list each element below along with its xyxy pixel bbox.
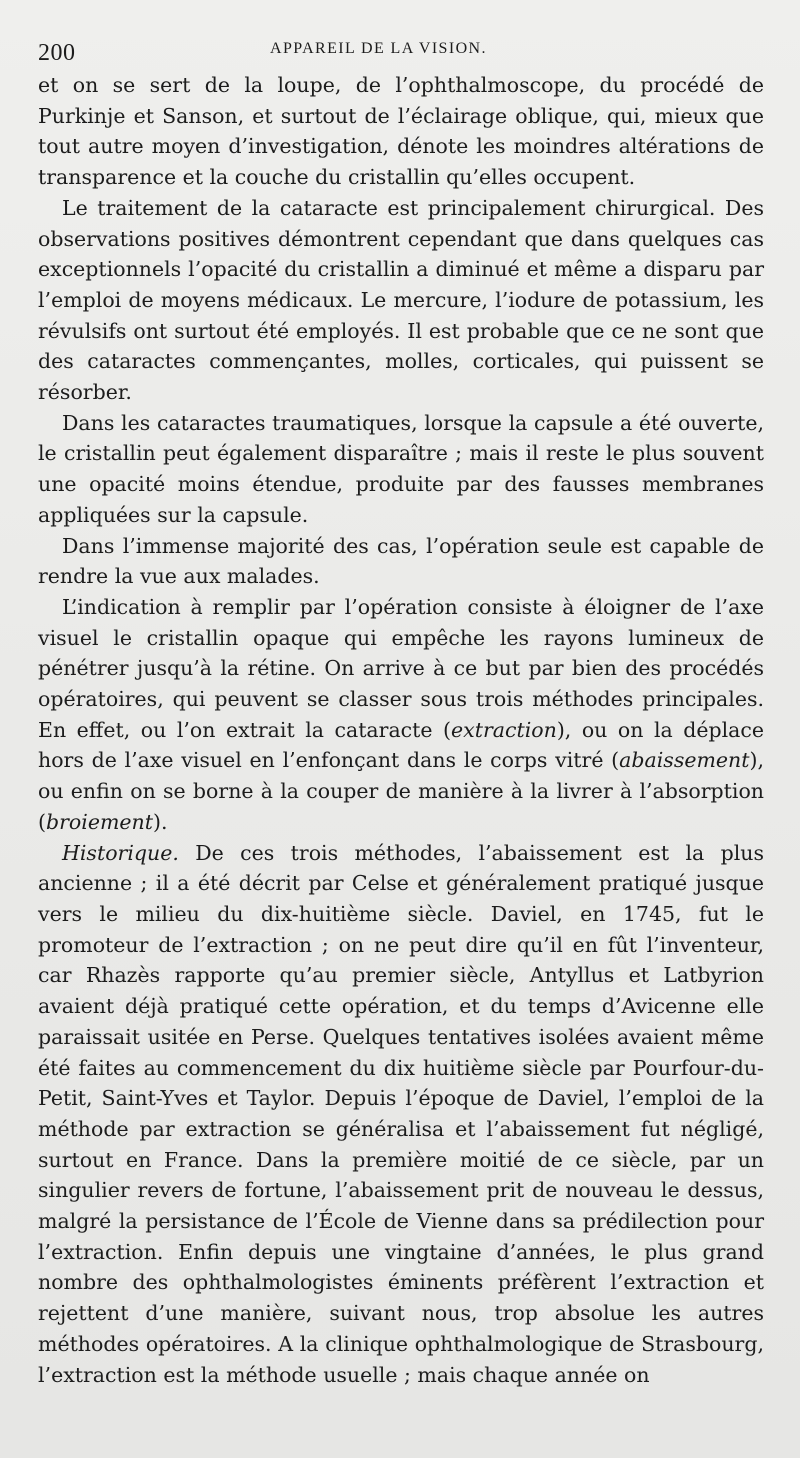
page-header: [38, 36, 758, 70]
paragraph-historique: [38, 838, 764, 1391]
methods-text-4: ).: [152, 809, 168, 834]
methods-text-2: ), ou on la déplace hors de l’axe visuel en l’enfonçant dans le corps vitré (: [38, 717, 764, 773]
paragraph-diagnosis-continued: et on se sert de la loupe, de l’ophthalmoscope, du procédé de Purkinje et Sanson, et surtout de l’éclairage oblique, qui, mieux que tout autre moyen d’investigation, dénote les moindres altérations de transparence et la couche du cristallin qu’elles occupent.: [38, 73, 764, 190]
running-title: APPAREIL DE LA VISION.: [270, 40, 487, 57]
paragraph-traumatic-cataract: Dans les cataractes traumatiques, lorsque la capsule a été ouverte, le cristallin peut également disparaître ; mais il reste le plus souvent une opacité moins étendue, produite par des fausses membranes appliquées sur la capsule.: [38, 410, 764, 527]
paragraph-treatment: Le traitement de la cataracte est principalement chirurgical. Des observations positives démontrent cependant que dans quelques cas exceptionnels l’opacité du cristallin a diminué et même a disparu par l’emploi de moyens médicaux. Le mercure, l’iodure de potassium, les révulsifs ont surtout été employés. Il est probable que ce ne sont que des cataractes commençantes, molles, corticales, qui puissent se résorber.: [38, 195, 764, 405]
paragraph-operation: Dans l’immense majorité des cas, l’opération seule est capable de rendre la vue aux malades.: [38, 533, 764, 589]
paragraph-methods: [38, 592, 764, 838]
page-number: 200: [38, 40, 76, 66]
term-abaissement: abaissement: [619, 748, 750, 773]
historique-text: De ces trois méthodes, l’abaissement est la plus ancienne ; il a été décrit par Celse et généralement pratiqué jusque vers le milieu du dix-huitième siècle. Daviel, en 1745, fut le promoteur de l’extraction ; on ne peut dire qu’il en fût l’inventeur, car Rhazès rapporte qu’au premier siècle, Antyllus et Latbyrion avaient déjà pratiqué cette opération, et du temps d’Avicenne elle paraissait usitée en Perse. Quelques tentatives isolées avaient même été faites au commencement du dix huitième siècle par Pourfour-du-Petit, Saint-Yves et Taylor. Depuis l’époque de Daviel, l’emploi de la méthode par extraction se généralisa et l’abaissement fut négligé, surtout en France. Dans la première moitié de ce siècle, par un singulier revers de fortune, l’abaissement prit de nouveau le dessus, malgré la persistance de l’École de Vienne dans sa prédilection pour l’extraction. Enfin depuis une vingtaine d’années, le plus grand nombre des ophthalmologistes éminents préfèrent l’extraction et rejettent d’une manière, suivant nous, trop absolue les autres méthodes opératoires. A la clinique ophthalmologique de Strasbourg, l’extraction est la méthode usuelle ; mais chaque année on: [38, 840, 764, 1387]
term-broiement: broiement: [46, 809, 153, 834]
methods-text-1: L’indication à remplir par l’opération consiste à éloigner de l’axe visuel le cristallin opaque qui empêche les rayons lumineux de pénétrer jusqu’à la rétine. On arrive à ce but par bien des procédés opératoires, qui peuvent se classer sous trois méthodes principales. En effet, ou l’on extrait la cataracte (: [38, 594, 764, 742]
term-extraction: extraction: [451, 717, 557, 742]
section-heading-historique: Historique.: [62, 840, 179, 865]
methods-text-3: ), ou enfin on se borne à la couper de manière à la livrer à l’absorption (: [38, 748, 764, 834]
page-body: [38, 70, 764, 1390]
